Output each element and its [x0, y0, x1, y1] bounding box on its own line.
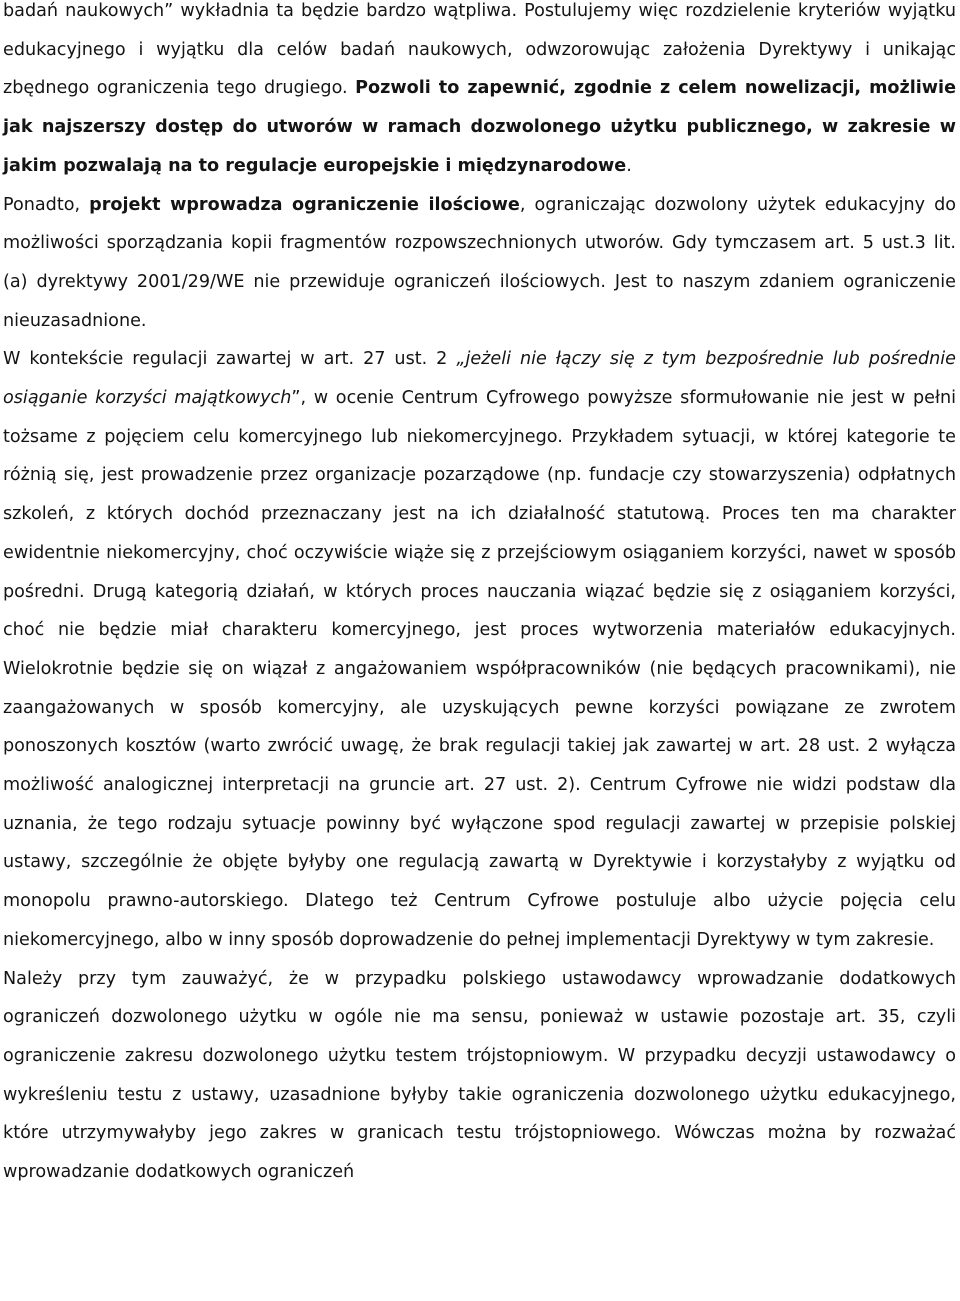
paragraph-research-exception — [3, 0, 956, 186]
text-run: Ponadto, — [3, 194, 90, 215]
text-run: . — [626, 155, 632, 176]
text-run: ”, w ocenie Centrum Cyfrowego powyższe sformułowanie nie jest w pełni tożsame z pojęciem celu komercyjnego lub niekomercyjnego. Przykładem sytuacji, w której kategorie te różnią się, jest prowadzenie przez organizacje pozarządowe (np. fundacje czy stowarzyszenia) odpłatnych szkoleń, z których dochód przeznaczany jest na ich działalność statutową. Proces ten ma charakter ewidentnie niekomercyjny, choć oczywiście wiąże się z przejściowym osiąganiem korzyści, nawet w sposób pośredni. Drugą kategorią działań, w których proces nauczania wiązać będzie się z osiąganiem korzyści, choć nie będzie miał charakteru komercyjnego, jest proces wytworzenia materiałów edukacyjnych. Wielokrotnie będzie się on wiązał z angażowaniem współpracowników (nie będących pracownikami), nie zaangażowanych w sposób komercyjny, ale uzyskujących pewne korzyści powiązane ze zwrotem ponoszonych kosztów (warto zwrócić uwagę, że brak regulacji takiej jak zawartej w art. 28 ust. 2 wyłącza możliwość analogicznej interpretacji na gruncie art. 27 ust. 2). Centrum Cyfrowe nie widzi podstaw dla uznania, że tego rodzaju sytuacje powinny być wyłączone spod regulacji zawartej w przepisie polskiej ustawy, szczególnie że objęte byłyby one regulacją zawartą w Dyrektywie i korzystałyby z wyjątku od monopolu prawno-autorskiego. Dlatego też Centrum Cyfrowe postuluje albo użycie pojęcia celu niekomercyjnego, albo w inny sposób doprowadzenie do pełnej implementacji Dyrektywy w tym zakresie. — [3, 388, 956, 950]
text-run: Należy przy tym zauważyć, że w przypadku polskiego ustawodawcy wprowadzanie dodatkowych ograniczeń dozwolonego użytku w ogóle nie ma sensu, ponieważ w ustawie pozostaje art. 35, czyli ograniczenie zakresu dozwolonego użytku testem trójstopniowym. W przypadku decyzji ustawodawcy o wykreśleniu testu z ustawy, uzasadnione byłyby takie ograniczenia dozwolonego użytku edukacyjnego, które utrzymywałyby jego zakres w granicach testu trójstopniowego. Wówczas można by rozważać wprowadzanie dodatkowych ograniczeń — [3, 968, 956, 1183]
paragraph-commercial-purpose — [3, 340, 956, 959]
text-run: W kontekście regulacji zawartej w art. 27 ust. 2 — [3, 349, 457, 370]
text-run: badań naukowych” wykładnia ta będzie bardzo wątpliwa. Postulujemy więc rozdzielenie kryteriów wyjątku edukacyjnego i wyjątku dla celów badań naukowych, odwzorowując założenia Dyrektywy i unikając zbędnego ograniczenia tego drugiego. — [3, 1, 956, 99]
text-run: , ograniczając dozwolony użytek edukacyjny do możliwości sporządzania kopii fragmentów rozpowszechnionych utworów. Gdy tymczasem art. 5 ust.3 lit. (a) dyrektywy 2001/29/WE nie przewiduje ograniczeń ilościowych. Jest to naszym zdaniem ograniczenie nieuzasadnione. — [3, 194, 956, 331]
bold-text-run: Pozwoli to zapewnić, zgodnie z celem nowelizacji, możliwie jak najszerszy dostęp do utworów w ramach dozwolonego użytku publicznego, w zakresie w jakim pozwalają na to regulacje europejskie i międzynarodowe — [3, 78, 957, 176]
bold-text-run: projekt wprowadza ograniczenie ilościowe — [89, 194, 520, 215]
paragraph-quantitative-limit — [3, 186, 956, 341]
italic-quote-run: „jeżeli nie łączy się z tym bezpośrednie lub pośrednie osiąganie korzyści majątkowych — [3, 349, 956, 409]
paragraph-three-step-test — [3, 960, 956, 1192]
